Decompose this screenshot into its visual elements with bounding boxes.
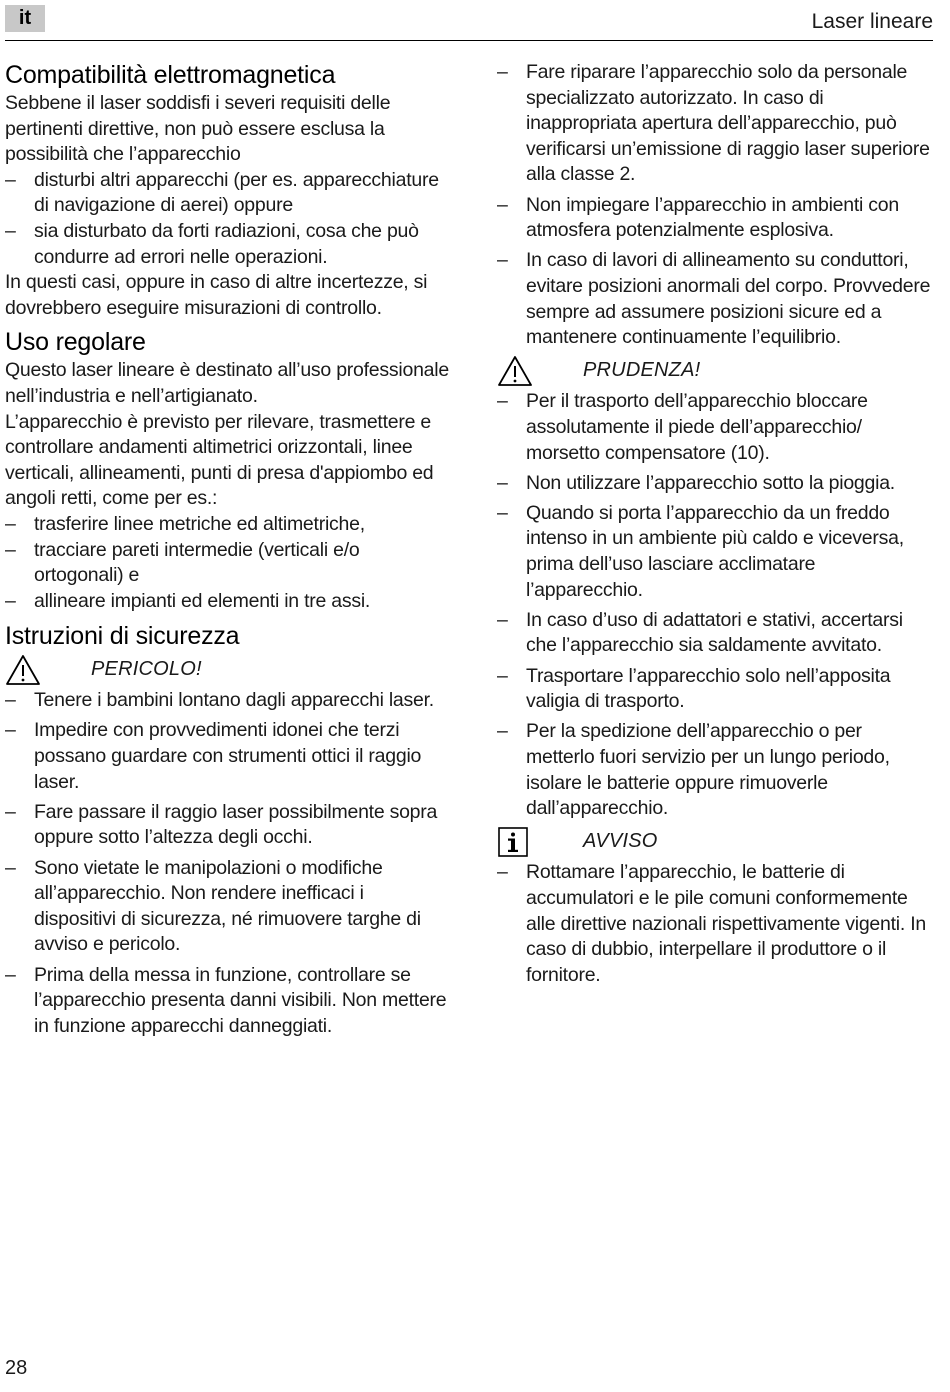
- list-item: – tracciare pareti intermedie (verticali e/o ortogonali) e: [5, 538, 450, 589]
- list-item: – sia disturbato da forti radiazioni, cosa che può condurre ad errori nelle operazioni.: [5, 219, 450, 270]
- emc-outro: In questi casi, oppure in caso di altre incertezze, si dovrebbero eseguire misurazioni di controllo.: [5, 271, 428, 319]
- use-heading: Uso regolare: [5, 328, 146, 357]
- header-divider: [5, 40, 933, 41]
- danger-list-continued: [497, 60, 934, 351]
- list-item: – trasferire linee metriche ed altimetriche,: [5, 512, 450, 538]
- use-paragraph-1: Questo laser lineare è destinato all’uso professionale nell’industria e nell’artigianato.: [5, 359, 449, 407]
- caution-label: PRUDENZA!: [583, 359, 701, 382]
- language-tag: it: [5, 5, 45, 32]
- danger-list: [5, 688, 450, 1039]
- list-item: – Rottamare l’apparecchio, le batterie di accumulatori e le pile comuni conformemente alle direttive nazionali rispettivamente vigenti. In caso di dubbio, interpellare il produttore o il fornitore.: [497, 860, 934, 988]
- use-list: [5, 512, 450, 614]
- list-item: – Trasportare l’apparecchio solo nell’apposita valigia di trasporto.: [497, 664, 934, 715]
- header-title: Laser lineare: [811, 10, 933, 33]
- list-item: – Tenere i bambini lontano dagli apparecchi laser.: [5, 688, 450, 714]
- list-item: – Sono vietate le manipolazioni o modifiche all’apparecchio. Non rendere inefficaci i dispositivi di sicurezza, né rimuovere targhe di avviso e pericolo.: [5, 856, 450, 958]
- emc-intro: Sebbene il laser soddisfi i severi requisiti delle pertinenti direttive, non può essere esclusa la possibilità che l’apparecchio: [5, 92, 391, 166]
- list-item: – In caso d’uso di adattatori e stativi, accertarsi che l’apparecchio sia saldamente avvitato.: [497, 608, 934, 659]
- list-item: – In caso di lavori di allineamento su conduttori, evitare posizioni anormali del corpo. Provvedere sempre ad assumere posizioni sicure ed a mantenere continuamente l’equilibrio.: [497, 248, 934, 350]
- list-item: – Impedire con provvedimenti idonei che terzi possano guardare con strumenti ottici il raggio laser.: [5, 718, 450, 795]
- safety-heading: Istruzioni di sicurezza: [5, 622, 240, 651]
- list-item: – Fare passare il raggio laser possibilmente sopra oppure sotto l’altezza degli occhi.: [5, 800, 450, 851]
- emc-list: [5, 168, 450, 270]
- emc-heading: Compatibilità elettromagnetica: [5, 61, 336, 89]
- right-column: [497, 60, 934, 993]
- list-item: – Quando si porta l’apparecchio da un freddo intenso in un ambiente più caldo e viceversa, prima dell’uso lasciare acclimatare l’apparecchio.: [497, 501, 934, 603]
- list-item: – Per il trasporto dell’apparecchio bloccare assolutamente il piede dell’apparecchio/ morsetto compensatore (10).: [497, 389, 934, 466]
- info-notice: [497, 826, 934, 860]
- list-item: – Fare riparare l’apparecchio solo da personale specializzato autorizzato. In caso di inappropriata apertura dell’apparecchio, può verificarsi un’emissione di raggio laser superiore alla classe 2.: [497, 60, 934, 188]
- use-paragraph-2: L’apparecchio è previsto per rilevare, trasmettere e controllare andamenti altimetrici orizzontali, linee verticali, allineamenti, punti di presa d'appiombo ed angoli retti, come per es.:: [5, 410, 434, 510]
- list-item: – Non utilizzare l’apparecchio sotto la pioggia.: [497, 471, 934, 497]
- list-item: – Prima della messa in funzione, controllare se l’apparecchio presenta danni visibili. Non mettere in funzione apparecchi danneggiati.: [5, 963, 450, 1040]
- notice-list: [497, 860, 934, 988]
- left-column: [5, 60, 450, 1044]
- caution-notice: [497, 355, 934, 389]
- caution-list: [497, 389, 934, 821]
- notice-label: AVVISO: [583, 830, 658, 853]
- page-number: 28: [5, 1357, 28, 1379]
- list-item: – Per la spedizione dell’apparecchio o per metterlo fuori servizio per un lungo periodo, isolare le batterie oppure rimuoverle dall’apparecchio.: [497, 719, 934, 821]
- danger-notice: [5, 654, 450, 688]
- info-icon: [497, 826, 529, 858]
- list-item: – Non impiegare l’apparecchio in ambienti con atmosfera potenzialmente esplosiva.: [497, 193, 934, 244]
- danger-label: PERICOLO!: [91, 658, 202, 681]
- list-item: – disturbi altri apparecchi (per es. apparecchiature di navigazione di aerei) oppure: [5, 168, 450, 219]
- warning-icon: [5, 654, 41, 686]
- list-item: – allineare impianti ed elementi in tre assi.: [5, 589, 450, 615]
- warning-icon: [497, 355, 533, 387]
